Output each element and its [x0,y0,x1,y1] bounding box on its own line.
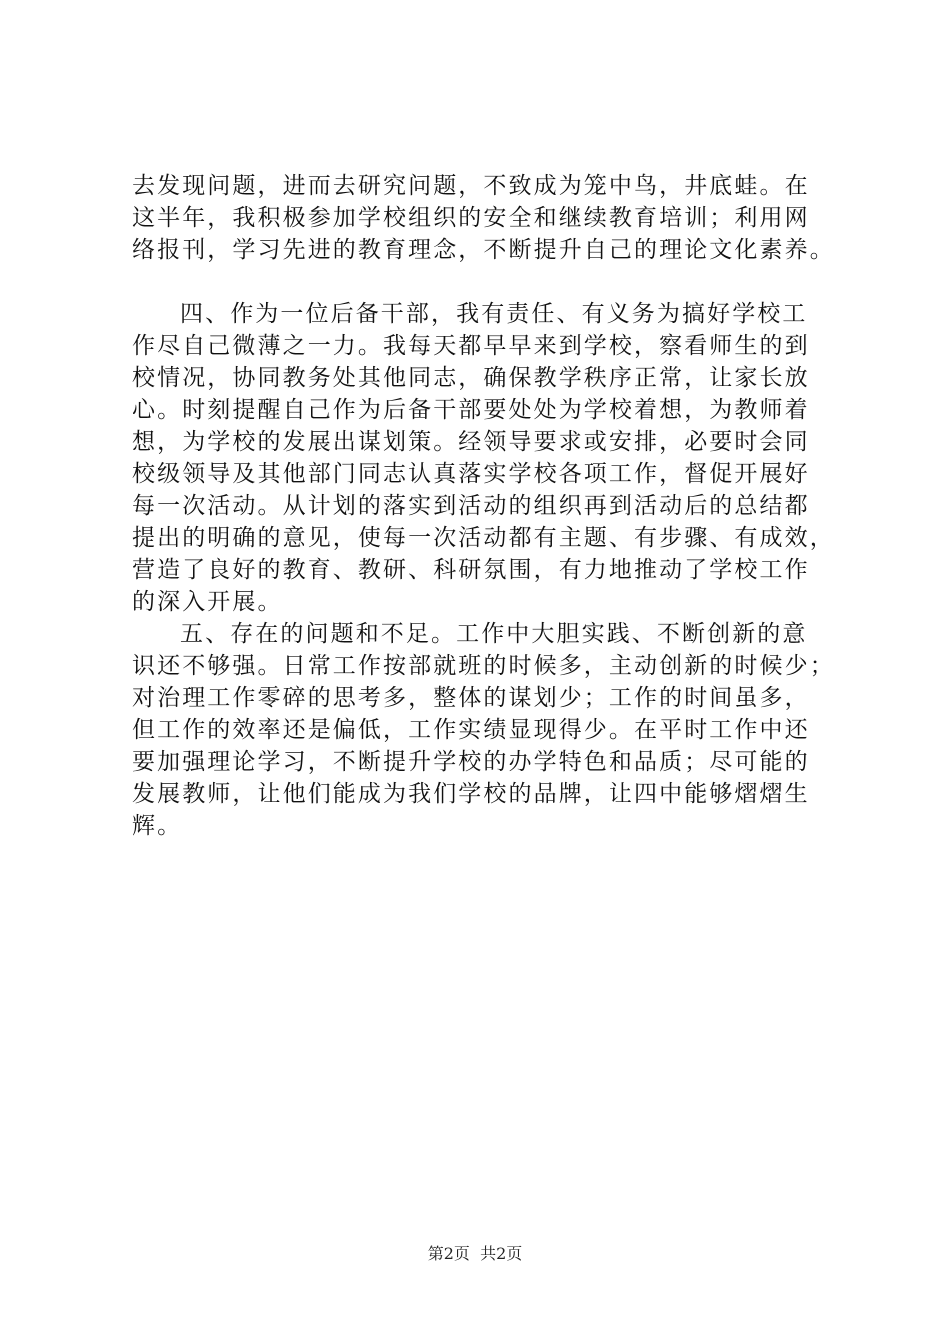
text-line: 五、存在的问题和不足。工作中大胆实践、不断创新的意 [180,621,808,647]
document-body [132,170,835,842]
text-line: 但工作的效率还是偏低，工作实绩显现得少。在平时工作中还 [132,717,810,743]
text-line: 四、作为一位后备干部，我有责任、有义务为搞好学校工 [180,301,808,327]
text-line: 发展教师，让他们能成为我们学校的品牌，让四中能够熠熠生 [132,781,810,807]
text-line: 辉。 [132,813,183,839]
text-line: 对治理工作零碎的思考多，整体的谋划少；工作的时间虽多， [132,685,810,711]
paragraph-continuation [132,170,835,266]
paragraph-five [132,618,835,842]
text-line: 提出的明确的意见，使每一次活动都有主题、有步骤、有成效， [132,525,835,551]
text-line: 要加强理论学习，不断提升学校的办学特色和品质；尽可能的 [132,749,810,775]
text-line: 想，为学校的发展出谋划策。经领导要求或安排，必要时会同 [132,429,810,455]
text-line: 络报刊，学习先进的教育理念，不断提升自己的理论文化素养。 [132,237,835,263]
text-line: 心。时刻提醒自己作为后备干部要处处为学校着想，为教师着 [132,397,810,423]
page-footer [0,1242,950,1266]
text-line: 去发现问题，进而去研究问题，不致成为笼中鸟，井底蛙。在 [132,173,810,199]
text-line: 的深入开展。 [132,589,283,615]
text-line: 校级领导及其他部门同志认真落实学校各项工作，督促开展好 [132,461,810,487]
paragraph-gap [132,266,832,298]
text-line: 作尽自己微薄之一力。我每天都早早来到学校，察看师生的到 [132,333,810,359]
page-number: 第2页 共2页 [427,1244,523,1263]
text-line: 识还不够强。日常工作按部就班的时候多，主动创新的时候少； [132,653,835,679]
text-line: 每一次活动。从计划的落实到活动的组织再到活动后的总结都 [132,493,810,519]
text-line: 这半年，我积极参加学校组织的安全和继续教育培训；利用网 [132,205,810,231]
text-line: 校情况，协同教务处其他同志，确保教学秩序正常，让家长放 [132,365,810,391]
text-line: 营造了良好的教育、教研、科研氛围，有力地推动了学校工作 [132,557,810,583]
paragraph-four [132,298,835,618]
